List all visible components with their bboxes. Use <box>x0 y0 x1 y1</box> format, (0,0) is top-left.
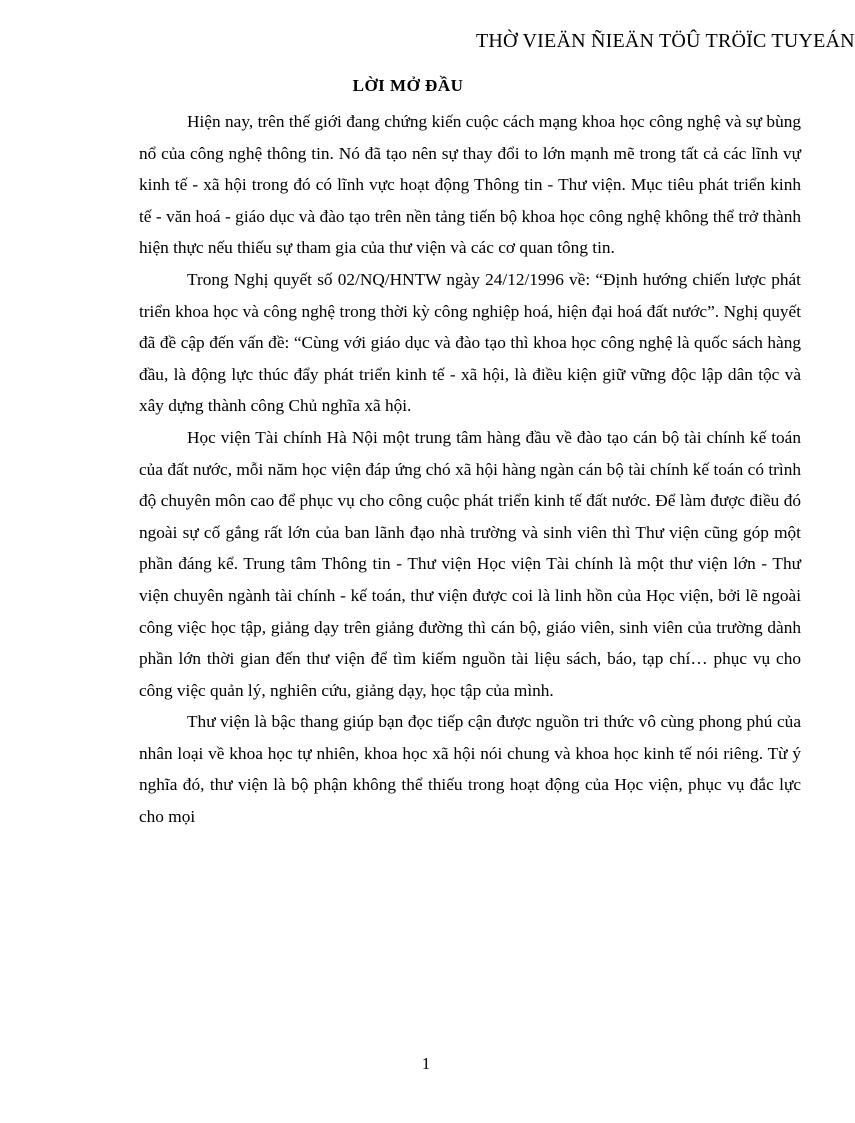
paragraph-academy: Học viện Tài chính Hà Nội một trung tâm hàng đầu về đào tạo cán bộ tài chính kế toán của đất nước, mỗi năm học viện đáp ứng chó xã hội hàng ngàn cán bộ tài chính kế toán có trình độ chuyên môn cao để phục vụ cho công cuộc phát triển kinh tế đất nước. Để làm được điều đó ngoài sự cố gắng rất lớn của ban lãnh đạo nhà trường và sinh viên thì Thư viện cũng góp một phần đáng kể. Trung tâm Thông tin - Thư viện Học viện Tài chính là một thư viện lớn - Thư viện chuyên ngành tài chính - kế toán, thư viện được coi là linh hồn của Học viện, bởi lẽ ngoài công việc học tập, giảng dạy trên giảng đường thì cán bộ, giáo viên, sinh viên của trường dành phần lớn thời gian đến thư viện để tìm kiếm nguồn tài liệu sách, báo, tạp chí… phục vụ cho công việc quản lý, nghiên cứu, giảng dạy, học tập của mình. <box>139 427 801 700</box>
paragraph-resolution: Trong Nghị quyết số 02/NQ/HNTW ngày 24/12/1996 về: “Định hướng chiến lược phát triển khoa học và công nghệ trong thời kỳ công nghiệp hoá, hiện đại hoá đất nước”. Nghị quyết đã đề cập đến vấn đề: “Cùng với giáo dục và đào tạo thì khoa học công nghệ là quốc sách hàng đầu, là động lực thúc đẩy phát triển kinh tế - xã hội, là điều kiện giữ vững độc lập dân tộc và xây dựng thành công Chủ nghĩa xã hội. <box>139 269 801 416</box>
paragraph-library-role: Thư viện là bậc thang giúp bạn đọc tiếp cận được nguồn tri thức vô cùng phong phú của nhân loại về khoa học tự nhiên, khoa học xã hội nói chung và khoa học kinh tế nói riêng. Từ ý nghĩa đó, thư viện là bộ phận không thể thiếu trong hoạt động của Học viện, phục vụ đắc lực cho mọi <box>139 712 801 827</box>
body-text <box>139 106 801 833</box>
running-header: THỜ VIEÄN ÑIEÄN TÖÛ TRÖÏC TUYEÁN <box>476 30 855 52</box>
page-number: 1 <box>421 1054 431 1073</box>
paragraph-intro: Hiện nay, trên thế giới đang chứng kiến cuộc cách mạng khoa học công nghệ và sự bùng nổ của công nghệ thông tin. Nó đã tạo nên sự thay đổi to lớn mạnh mẽ trong tất cả các lĩnh vự kinh tế - xã hội trong đó có lĩnh vực hoạt động Thông tin - Thư viện. Mục tiêu phát triển kinh tế - văn hoá - giáo dục và đào tạo trên nền tảng tiến bộ khoa học công nghệ không thể trở thành hiện thực nếu thiếu sự tham gia của thư viện và các cơ quan tông tin. <box>139 112 801 258</box>
page-title: LỜI MỞ ĐẦU <box>352 76 464 95</box>
